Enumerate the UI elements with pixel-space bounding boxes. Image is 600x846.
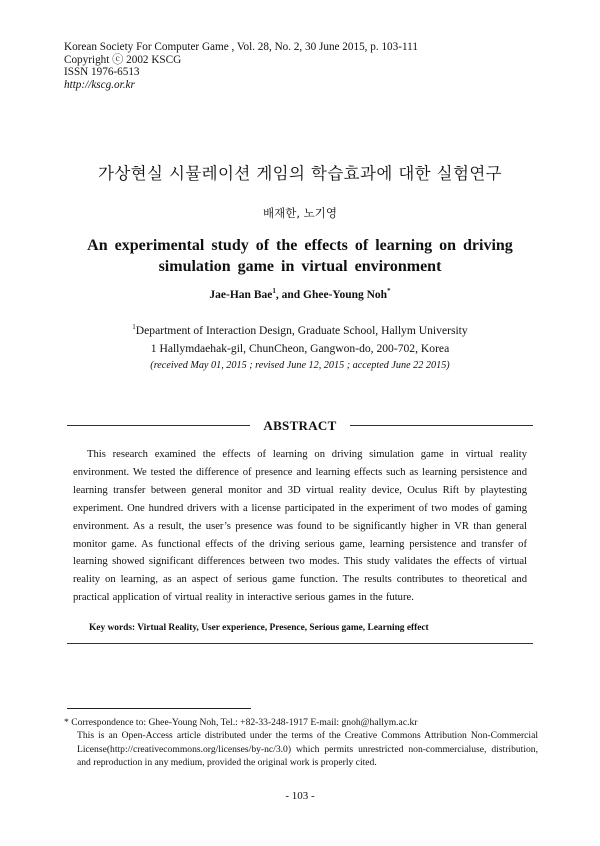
footnote-rule <box>67 708 251 709</box>
corresponding-mark: * <box>387 287 391 296</box>
english-authors <box>0 289 600 301</box>
author-2: Ghee-Young Noh <box>303 289 388 301</box>
affil-mark: 1 <box>132 323 136 332</box>
abstract-body: This research examined the effects of learning on driving simulation game in virtual reality environment. We tested the difference of presence and learning effects such as learning persistence and learning transfer between general monitor and 3D virtual reality device, Oculus Rift by playtesting experiment. One hundred drivers with a license participated in the experiment of two modes of gaming environment. As a result, the user’s presence was found to be significantly higher in VR than general monitor game. As functional effects of the driving serious game, learning persistence and transfer of learning showed significant differences between two modes. This study validates the effects of virtual reality on learning, as an aspect of serious game function. The results contributes to theoretical and practical application of virtual reality in interactive serious games in the future. <box>73 449 527 604</box>
issn-line: ISSN 1976-6513 <box>64 66 140 79</box>
author-separator: , and <box>275 289 304 301</box>
page-number: - 103 - <box>285 790 315 802</box>
keywords-rule <box>67 643 533 644</box>
author-1: Jae-Han Bae <box>209 289 273 301</box>
copyright-line: Copyright ⓒ 2002 KSCG <box>64 53 182 66</box>
license-note: This is an Open-Access article distributed under the terms of the Creative Commons Attribution Non-Commercial License(http://creativecommons.org/licenses/by-nc/3.0) which permits unrestricted non-commercialuse, distribution, and reproduction in any medium, provided the original work is properly cited. <box>77 730 538 768</box>
author-1-affil-mark: 1 <box>272 287 276 296</box>
english-title: An experimental study of the effects of learning on driving simulation game in virtual environment <box>87 237 513 275</box>
correspondence-note: * Correspondence to: Ghee-Young Noh, Tel.: +82-33-248-1917 E-mail: gnoh@hallym.ac.kr <box>64 717 418 728</box>
affiliation-line-2: 1 Hallymdaehak-gil, ChunCheon, Gangwon-do, 200-702, Korea <box>150 342 450 355</box>
journal-url[interactable]: http://kscg.or.kr <box>64 78 135 91</box>
keywords: Key words: Virtual Reality, User experience, Presence, Serious game, Learning effect <box>89 623 429 633</box>
affiliation-line-1: Department of Interaction Design, Graduate School, Hallym University <box>135 324 468 337</box>
korean-authors: 배재한, 노기영 <box>263 206 337 220</box>
footnote <box>64 716 538 769</box>
affiliation <box>0 322 600 358</box>
journal-line: Korean Society For Computer Game , Vol. 28, No. 2, 30 June 2015, p. 103-111 <box>64 41 418 53</box>
abstract-heading: ABSTRACT <box>263 418 337 433</box>
journal-header <box>64 41 418 91</box>
received-dates: (received May 01, 2015 ; revised June 12, 2015 ; accepted June 22 2015) <box>150 360 450 371</box>
korean-title: 가상현실 시뮬레이션 게임의 학습효과에 대한 실험연구 <box>97 164 503 183</box>
